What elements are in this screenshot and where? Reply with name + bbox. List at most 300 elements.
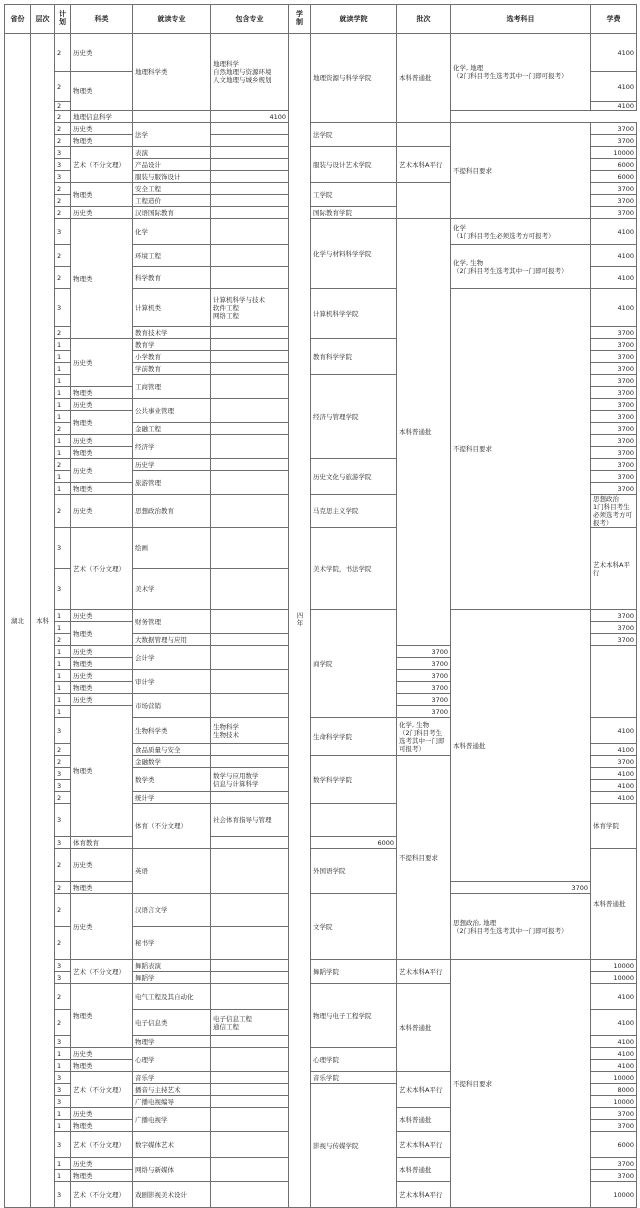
- province-cell: 湖北: [5, 34, 31, 1208]
- fee-cell: 4100: [591, 267, 637, 289]
- major-cell: 秘书学: [133, 927, 211, 960]
- subject-requirement-cell: 化学, 地理 （2门科目考生选考其中一门即可报考）: [451, 34, 591, 111]
- school-cell: 国际教育学院: [311, 207, 397, 219]
- plan-cell: 1: [55, 1048, 71, 1060]
- subject-requirement-cell: 化学 （1门科目考生必须选考方可报考）: [451, 219, 591, 245]
- included-majors-cell: [211, 646, 289, 670]
- batch-cell: 艺术本科A平行: [397, 147, 451, 183]
- plan-cell: 3: [55, 1096, 71, 1108]
- batch-cell: 艺术本科A平行: [397, 960, 451, 984]
- batch-cell: 本科普通批: [451, 610, 591, 882]
- major-cell: 安全工程: [133, 183, 211, 195]
- school-cell: 计算机科学学院: [311, 289, 397, 339]
- fee-cell: 3700: [397, 682, 451, 694]
- plan-cell: 1: [55, 658, 71, 670]
- plan-cell: 3: [55, 289, 71, 327]
- plan-cell: 2: [55, 102, 71, 111]
- table-row: [5, 34, 637, 72]
- plan-cell: 2: [55, 327, 71, 339]
- plan-cell: 1: [55, 435, 71, 447]
- plan-cell: 3: [55, 1036, 71, 1048]
- category-cell: 艺术（不分文理）: [71, 1132, 133, 1158]
- fee-cell: 4100: [591, 1048, 637, 1060]
- category-cell: 物理类: [71, 183, 133, 207]
- batch-cell: 本科普通批: [397, 34, 451, 123]
- plan-cell: 2: [55, 72, 71, 102]
- major-cell: 教育技术学: [133, 327, 211, 339]
- category-cell: 物理类: [71, 1170, 133, 1182]
- plan-cell: 1: [55, 399, 71, 411]
- category-cell: 历史类: [71, 123, 133, 135]
- major-cell: 财务管理: [133, 610, 211, 634]
- fee-cell: 4100: [591, 102, 637, 111]
- header-school: 就读学院: [311, 5, 397, 34]
- included-majors-cell: [211, 972, 289, 984]
- fee-cell: 4100: [591, 245, 637, 267]
- category-cell: 历史类: [71, 694, 133, 706]
- included-majors-cell: [211, 634, 289, 646]
- fee-cell: 3700: [591, 327, 637, 339]
- plan-cell: 2: [55, 207, 71, 219]
- table-row: [5, 894, 637, 927]
- category-cell: 历史类: [71, 495, 133, 528]
- category-cell: 艺术（不分文理）: [71, 960, 133, 984]
- table-header-row: [5, 5, 637, 34]
- header-fee: 学费: [591, 5, 637, 34]
- enrollment-plan-table: [4, 4, 637, 1208]
- plan-cell: 2: [55, 849, 71, 882]
- fee-cell: 4100: [591, 792, 637, 804]
- subject-requirement-cell: 不提科目要求: [397, 756, 451, 960]
- category-cell: 物理类: [71, 1120, 133, 1132]
- category-cell: 物理类: [71, 411, 133, 435]
- fee-cell: 10000: [591, 147, 637, 159]
- plan-cell: 2: [55, 459, 71, 471]
- plan-cell: 3: [55, 171, 71, 183]
- plan-cell: 1: [55, 351, 71, 363]
- plan-cell: 2: [55, 423, 71, 435]
- plan-cell: 2: [55, 267, 71, 289]
- header-category: 科类: [71, 5, 133, 34]
- major-cell: 数字媒体艺术: [133, 1132, 211, 1158]
- included-majors-cell: [211, 744, 289, 756]
- fee-cell: 4100: [591, 1010, 637, 1036]
- included-majors-cell: [211, 147, 289, 159]
- plan-cell: 1: [55, 670, 71, 682]
- included-majors-cell: [211, 363, 289, 375]
- fee-cell: 3700: [591, 387, 637, 399]
- included-majors-cell: [211, 123, 289, 135]
- category-cell: 物理类: [71, 706, 133, 837]
- subject-requirement-cell: 化学, 生物 （2门科目考生选考其中一门即可报考）: [451, 245, 591, 289]
- plan-cell: 3: [55, 1084, 71, 1096]
- school-cell: 地理资源与科学学院: [311, 34, 397, 123]
- included-majors-cell: [211, 849, 289, 894]
- included-majors-cell: [211, 984, 289, 1010]
- major-cell: 社会体育指导与管理: [211, 804, 289, 837]
- major-cell: 审计学: [133, 670, 211, 694]
- fee-cell: 3700: [591, 1120, 637, 1132]
- category-cell: 历史类: [71, 894, 133, 960]
- major-cell: 数学类: [133, 768, 211, 792]
- fee-cell: 3700: [591, 207, 637, 219]
- years-cell: 四年: [289, 34, 311, 1208]
- major-cell: 表演: [133, 147, 211, 159]
- major-cell: 经济学: [133, 435, 211, 459]
- plan-cell: 3: [55, 780, 71, 792]
- included-majors-cell: [211, 171, 289, 183]
- plan-cell: 3: [55, 147, 71, 159]
- fee-cell: 10000: [591, 960, 637, 972]
- major-cell: 化学: [133, 219, 211, 245]
- plan-cell: 2: [55, 245, 71, 267]
- fee-cell: 3700: [591, 363, 637, 375]
- fee-cell: 3700: [591, 183, 637, 195]
- major-cell: 生物科学类: [133, 718, 211, 744]
- fee-cell: 3700: [591, 634, 637, 646]
- plan-cell: 3: [55, 219, 71, 245]
- subject-requirement-cell: 不提科目要求: [451, 289, 591, 610]
- included-majors-cell: [211, 1072, 289, 1084]
- plan-cell: 2: [55, 34, 71, 72]
- school-cell: 教育科学学院: [311, 339, 397, 375]
- fee-cell: 3700: [591, 375, 637, 387]
- subject-requirement-cell: 思想政治, 地理 （2门科目考生选考其中一门即可报考）: [451, 894, 591, 960]
- school-cell: 商学院: [311, 610, 397, 718]
- school-cell: 数学科学学院: [311, 756, 397, 804]
- fee-cell: 3700: [397, 694, 451, 706]
- plan-cell: 1: [55, 1120, 71, 1132]
- included-majors-cell: [211, 1132, 289, 1158]
- document-page: [4, 4, 637, 1208]
- category-cell: 历史类: [71, 646, 133, 658]
- school-cell: 影视与传媒学院: [311, 1084, 397, 1208]
- batch-cell: 艺术本科A平行: [397, 1072, 451, 1108]
- school-cell: 音乐学院: [311, 1072, 397, 1084]
- fee-cell: 6000: [591, 171, 637, 183]
- category-cell: 物理类: [71, 682, 133, 694]
- major-cell: 汉语国际教育: [133, 207, 211, 219]
- school-cell: 舞蹈学院: [311, 960, 397, 984]
- included-majors-cell: [211, 837, 289, 849]
- school-cell: 美术学院，书法学院: [311, 528, 397, 610]
- major-cell: 地理科学类: [133, 34, 211, 111]
- header-level: 层次: [31, 5, 55, 34]
- fee-cell: 3700: [591, 351, 637, 363]
- batch-cell: 本科普通批: [397, 219, 451, 646]
- included-majors-cell: [211, 327, 289, 339]
- subject-requirement-cell: 不提科目要求: [451, 123, 591, 219]
- included-majors-cell: [211, 375, 289, 399]
- included-majors-cell: [211, 1084, 289, 1096]
- included-majors-cell: [211, 219, 289, 245]
- fee-cell: 4100: [591, 34, 637, 72]
- plan-cell: 3: [55, 718, 71, 744]
- major-cell: 科学教育: [133, 267, 211, 289]
- school-cell: 历史文化与旅游学院: [311, 459, 397, 495]
- major-cell: 历史学: [133, 459, 211, 471]
- fee-cell: 3700: [591, 135, 637, 147]
- plan-cell: 2: [55, 927, 71, 960]
- header-plan: 计划: [55, 5, 71, 34]
- plan-cell: 2: [55, 495, 71, 528]
- subject-requirement-cell: 化学, 生物 （2门科目考生选考其中一门即可报考）: [397, 718, 451, 756]
- major-cell: 汉语言文学: [133, 894, 211, 927]
- included-majors-cell: [211, 399, 289, 423]
- school-cell: 法学院: [311, 123, 397, 147]
- plan-cell: 2: [55, 1010, 71, 1036]
- header-included: 包含专业: [211, 5, 289, 34]
- category-cell: 艺术（不分文理）: [71, 1072, 133, 1108]
- major-cell: 心理学: [133, 1048, 211, 1072]
- category-cell: 历史类: [71, 399, 133, 411]
- included-majors-cell: 地理科学 自然地理与资源环境 人文地理与城乡规划: [211, 34, 289, 111]
- category-cell: 物理类: [71, 483, 133, 495]
- plan-cell: 2: [55, 882, 71, 894]
- fee-cell: 4100: [591, 984, 637, 1010]
- major-cell: 产品设计: [133, 159, 211, 171]
- included-majors-cell: [211, 435, 289, 459]
- table-row: [5, 219, 637, 245]
- included-majors-cell: [211, 670, 289, 694]
- school-cell: 心理学院: [311, 1048, 397, 1072]
- plan-cell: 1: [55, 682, 71, 694]
- major-cell: 网络与新媒体: [133, 1158, 211, 1182]
- plan-cell: 1: [55, 387, 71, 399]
- school-cell: 经济与管理学院: [311, 375, 397, 459]
- batch-cell: [397, 183, 451, 219]
- school-cell: 工学院: [311, 183, 397, 207]
- header-years: 学制: [289, 5, 311, 34]
- category-cell: 历史类: [71, 1158, 133, 1170]
- batch-cell: 本科普通批: [397, 1158, 451, 1182]
- batch-cell: 本科普通批: [397, 1108, 451, 1132]
- major-cell: 教育学: [133, 339, 211, 351]
- plan-cell: 1: [55, 411, 71, 423]
- category-cell: 物理类: [71, 622, 133, 646]
- fee-cell: 3700: [451, 882, 591, 894]
- category-cell: 历史类: [71, 670, 133, 682]
- batch-cell: 艺术本科A平行: [591, 528, 637, 610]
- fee-cell: 3700: [591, 123, 637, 135]
- plan-cell: 3: [55, 569, 71, 610]
- category-cell: 艺术（不分文理）: [71, 1182, 133, 1208]
- major-cell: 工程造价: [133, 195, 211, 207]
- category-cell: 物理类: [71, 984, 133, 1048]
- fee-cell: 3700: [591, 447, 637, 459]
- fee-cell: 3700: [591, 1158, 637, 1170]
- plan-cell: 2: [55, 123, 71, 135]
- fee-cell: 3700: [397, 670, 451, 682]
- fee-cell: 3700: [591, 483, 637, 495]
- plan-cell: 3: [55, 528, 71, 569]
- category-cell: 物理类: [71, 72, 133, 111]
- major-cell: 物理学: [133, 1036, 211, 1048]
- plan-cell: 3: [55, 1072, 71, 1084]
- category-cell: 物理类: [71, 1060, 133, 1072]
- table-body: [5, 34, 637, 1208]
- plan-cell: 3: [55, 972, 71, 984]
- category-cell: 物理类: [71, 219, 133, 339]
- included-majors-cell: [211, 195, 289, 207]
- plan-cell: 1: [55, 706, 71, 718]
- subject-requirement-cell: 思想政治 1门科目考生必须选考方可报考）: [591, 495, 637, 528]
- included-majors-cell: [211, 528, 289, 569]
- major-cell: 广播电视学: [133, 1108, 211, 1132]
- fee-cell: 3700: [591, 411, 637, 423]
- included-majors-cell: [211, 267, 289, 289]
- plan-cell: 3: [55, 1132, 71, 1158]
- plan-cell: 2: [55, 135, 71, 147]
- category-cell: 历史类: [71, 610, 133, 622]
- plan-cell: 1: [55, 622, 71, 634]
- plan-cell: 2: [55, 111, 71, 123]
- included-majors-cell: [211, 960, 289, 972]
- plan-cell: 2: [55, 792, 71, 804]
- major-cell: 食品质量与安全: [133, 744, 211, 756]
- included-majors-cell: 计算机科学与技术 软件工程 网络工程: [211, 289, 289, 327]
- fee-cell: 3700: [591, 423, 637, 435]
- major-cell: 工商管理: [133, 375, 211, 399]
- category-cell: 体育（不分文理）: [133, 804, 211, 849]
- included-majors-cell: [211, 183, 289, 195]
- school-cell: 文学院: [311, 894, 397, 960]
- fee-cell: 3700: [397, 706, 451, 718]
- included-majors-cell: [211, 792, 289, 804]
- included-majors-cell: [211, 207, 289, 219]
- included-majors-cell: 电子信息工程 通信工程: [211, 1010, 289, 1036]
- major-cell: 小学教育: [133, 351, 211, 363]
- fee-cell: 3700: [591, 459, 637, 471]
- included-majors-cell: [133, 111, 211, 123]
- included-majors-cell: [211, 135, 289, 147]
- plan-cell: 1: [55, 363, 71, 375]
- fee-cell: 3700: [591, 195, 637, 207]
- school-cell: 生命科学学院: [311, 718, 397, 756]
- fee-cell: 10000: [591, 1096, 637, 1108]
- category-cell: 艺术（不分文理）: [71, 528, 133, 610]
- major-cell: 思想政治教育: [133, 495, 211, 528]
- plan-cell: 1: [55, 339, 71, 351]
- batch-cell: [397, 123, 451, 147]
- plan-cell: 1: [55, 610, 71, 622]
- included-majors-cell: [211, 159, 289, 171]
- major-cell: 大数据管理与应用: [133, 634, 211, 646]
- included-majors-cell: [311, 804, 397, 837]
- major-cell: 电子信息类: [133, 1010, 211, 1036]
- plan-cell: 1: [55, 1108, 71, 1120]
- category-cell: 历史类: [71, 34, 133, 72]
- major-cell: 学前教育: [133, 363, 211, 375]
- school-cell: 物理与电子工程学院: [311, 984, 397, 1048]
- fee-cell: 3700: [591, 756, 637, 768]
- included-majors-cell: [211, 927, 289, 960]
- major-cell: 戏剧影视美术设计: [133, 1182, 211, 1208]
- included-majors-cell: [211, 694, 289, 718]
- major-cell: 市场营销: [133, 694, 211, 718]
- fee-cell: 3700: [591, 610, 637, 622]
- included-majors-cell: [211, 1108, 289, 1132]
- major-cell: 金融数学: [133, 756, 211, 768]
- fee-cell: 3700: [591, 622, 637, 634]
- plan-cell: 1: [55, 646, 71, 658]
- category-cell: 物理类: [71, 882, 133, 894]
- plan-cell: 3: [55, 804, 71, 837]
- level-cell: 本科: [31, 34, 55, 1208]
- major-cell: 统计学: [133, 792, 211, 804]
- fee-cell: 3700: [397, 658, 451, 670]
- plan-cell: 3: [55, 837, 71, 849]
- plan-cell: 1: [55, 483, 71, 495]
- plan-cell: 2: [55, 183, 71, 195]
- major-cell: 播音与主持艺术: [133, 1084, 211, 1096]
- table-row: [5, 960, 637, 972]
- major-cell: 舞蹈学: [133, 972, 211, 984]
- plan-cell: 2: [55, 984, 71, 1010]
- plan-cell: 1: [55, 375, 71, 387]
- fee-cell: 4100: [591, 1060, 637, 1072]
- category-cell: 物理类: [71, 387, 133, 399]
- fee-cell: 6000: [311, 837, 397, 849]
- major-cell: 舞蹈表演: [133, 960, 211, 972]
- fee-cell: 3700: [591, 471, 637, 483]
- plan-cell: 1: [55, 1158, 71, 1170]
- major-cell: 地理信息科学: [71, 111, 133, 123]
- plan-cell: 1: [55, 694, 71, 706]
- plan-cell: 3: [55, 1182, 71, 1208]
- major-cell: 服装与服饰设计: [133, 171, 211, 183]
- fee-cell: 3700: [591, 339, 637, 351]
- plan-cell: 1: [55, 1060, 71, 1072]
- batch-cell: 艺术本科A平行: [397, 1132, 451, 1158]
- included-majors-cell: [211, 894, 289, 927]
- fee-cell: 10000: [591, 1072, 637, 1084]
- fee-cell: 4100: [211, 111, 289, 123]
- category-cell: 历史类: [71, 849, 133, 882]
- included-majors-cell: [211, 1182, 289, 1208]
- school-cell: 体育学院: [591, 804, 637, 849]
- batch-cell: 本科普通批: [397, 984, 451, 1072]
- major-cell: 英语: [133, 849, 211, 894]
- subject-requirement-cell: 不提科目要求: [451, 960, 591, 1208]
- plan-cell: 2: [55, 894, 71, 927]
- included-majors-cell: 数学与应用数学 信息与计算科学: [211, 768, 289, 792]
- school-cell: 外国语学院: [311, 849, 397, 894]
- fee-cell: 4100: [591, 718, 637, 744]
- included-majors-cell: [211, 471, 289, 495]
- included-majors-cell: [211, 339, 289, 351]
- header-province: 省份: [5, 5, 31, 34]
- header-subjects: 选考科目: [451, 5, 591, 34]
- major-cell: 广播电视编导: [133, 1096, 211, 1108]
- category-cell: 历史类: [71, 459, 133, 483]
- school-cell: 服装与设计艺术学院: [311, 147, 397, 183]
- batch-cell: 艺术本科A平行: [397, 1182, 451, 1208]
- category-cell: 历史类: [71, 339, 133, 387]
- category-cell: 艺术（不分文理）: [71, 147, 133, 183]
- included-majors-cell: [211, 245, 289, 267]
- major-cell: 旅游管理: [133, 471, 211, 495]
- plan-cell: 3: [55, 159, 71, 171]
- fee-cell: 4100: [591, 768, 637, 780]
- category-cell: 物理类: [71, 447, 133, 459]
- included-majors-cell: [211, 495, 289, 528]
- fee-cell: 3700: [397, 646, 451, 658]
- plan-cell: 3: [55, 768, 71, 780]
- major-cell: 计算机类: [133, 289, 211, 327]
- major-cell: 电气工程及其自动化: [133, 984, 211, 1010]
- fee-cell: 10000: [591, 972, 637, 984]
